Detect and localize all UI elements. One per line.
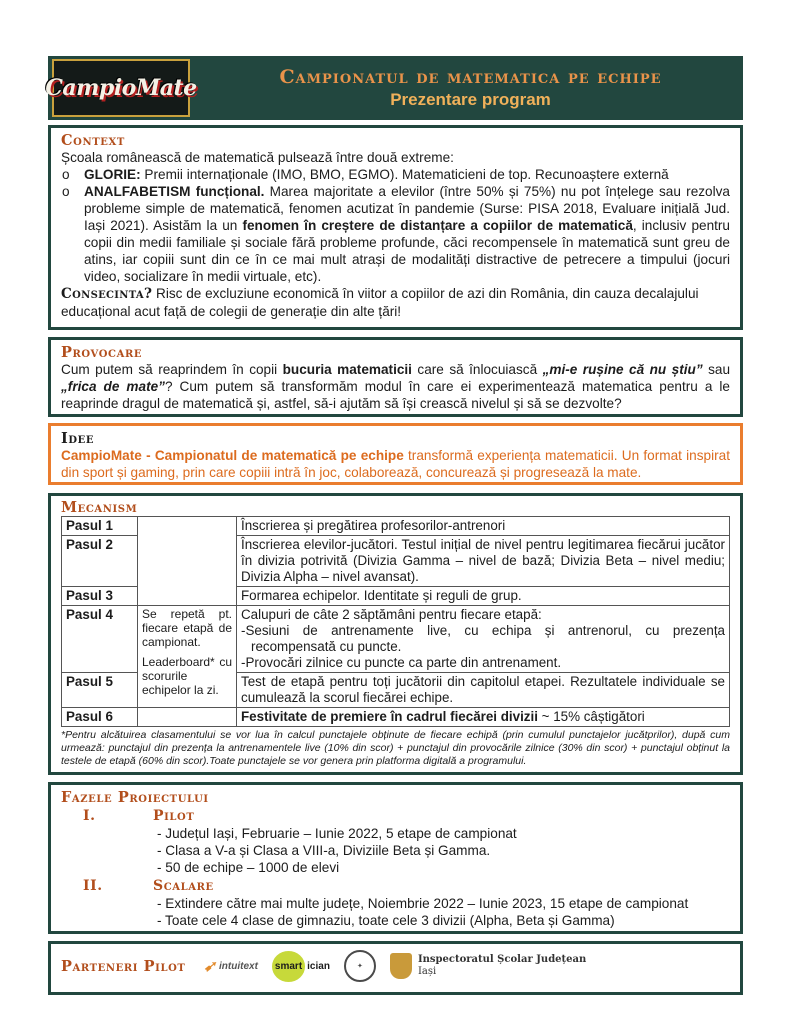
glorie-label: GLORIE: [84, 167, 141, 182]
list-item [61, 166, 730, 183]
mecanism-table [61, 516, 730, 727]
list-item: - 50 de echipe – 1000 de elevi [157, 860, 340, 875]
provocare-part: care să înlocuiască [411, 362, 543, 377]
step-desc-item: -Provocări zilnice cu puncte ca parte din antrenament. [241, 655, 562, 670]
idee-heading: Idee [61, 430, 95, 447]
phase-items [157, 825, 730, 876]
mecanism-heading: Mecanism [61, 499, 138, 516]
table-row [62, 606, 730, 673]
provocare-section [48, 337, 743, 417]
step-desc [237, 606, 730, 673]
phase-title [61, 878, 730, 895]
isj-line2: Iași [417, 966, 437, 977]
provocare-quote: „mi-e rușine că nu știu” [542, 362, 703, 377]
table-row [62, 536, 730, 587]
consecinta-label: Consecinta? [61, 286, 153, 302]
step-desc-item: -Sesiuni de antrenamente live, cu echipa și antrenorul, cu prezența recompensată cu puncte. [241, 623, 725, 654]
header-banner [45, 56, 743, 120]
leaderboard-note-text: Leaderboard* cu scorurile echipelor la zi. [142, 655, 232, 697]
isj-logo-text [418, 954, 586, 978]
bullet-marker: o [62, 167, 70, 182]
intuitext-logo [203, 958, 257, 975]
smartician-logo [272, 951, 330, 982]
provocare-emphasis: bucuria matematicii [282, 362, 412, 377]
consecinta-text: Risc de excluziune economică în viitor a copiilor de azi din România, din cauza decalajului educațional acut față de colegii de generație din alte țări! [61, 286, 699, 319]
list-item: - Extindere către mai multe județe, Noiembrie 2022 – Iunie 2023, 15 etape de campionat [157, 896, 689, 911]
step-desc: Test de etapă pentru toți jucătorii din capitolul etapei. Rezultatele individuale se cumulează la scorul fiecărei echipe. [237, 673, 730, 708]
glorie-text: Premii internaționale (IMO, BMO, EGMO). Matematicieni de top. Recunoaștere externă [140, 167, 669, 182]
provocare-quote: „frica de mate” [61, 379, 165, 394]
list-item: - Toate cele 4 clase de gimnaziu, toate cele 3 divizii (Alpha, Beta și Gamma) [157, 913, 615, 928]
provocare-part: ? Cum putem să transformăm modul în care ei experimentează matematica pentru a le reaprinde dragul de matematică și, astfel, să-i ajutăm să își crească nivelul și să se dezvolte? [61, 379, 730, 411]
bird-icon: ➹ [203, 957, 217, 975]
faze-heading: Fazele Proiectului [61, 789, 209, 806]
isj-logo [390, 953, 586, 979]
step-label: Pasul 5 [62, 673, 138, 708]
page-title: Campionatul de matematica pe echipe [279, 66, 662, 88]
isj-emblem-icon [390, 953, 412, 979]
parteneri-section [48, 941, 743, 995]
phase-number: II. [83, 878, 103, 894]
mecanism-footnote: *Pentru alcătuirea clasamentului se vor lua în calcul punctajele obținute de fiecare echipă (prin cumulul punctajelor jucătprilor), după cum urmează: punctajul din prezența la antrenamentele live (10% din scor) + punctajul din provocările zilnice (30% din scor) + punctajul obținut la testele de etapă (60% din scor).Toate punctajele se vor genera prin platforma digitală a programului. [61, 729, 730, 767]
step-label: Pasul 3 [62, 587, 138, 606]
bullet-marker: o [62, 184, 70, 199]
provocare-heading: Provocare [61, 344, 143, 361]
table-row [62, 708, 730, 727]
step-label: Pasul 1 [62, 517, 138, 536]
analfabetism-label: ANALFABETISM funcțional. [84, 184, 265, 199]
context-section [48, 125, 743, 330]
list-item [61, 183, 730, 285]
smartician-logo-text: smart [272, 951, 305, 982]
partner-logos [203, 950, 586, 982]
step-desc: Înscrierea și pregătirea profesorilor-antrenori [237, 517, 730, 536]
step-desc: Înscrierea elevilor-jucători. Testul inițial de nivel pentru legitimarea fiecărui jucător în divizia potrivită (Divizia Gamma – nivel de bază; Divizia Beta – nivel mediu; Divizia Alpha – nivel avansat). [237, 536, 730, 587]
step-desc-rest: ~ 15% câștigători [537, 709, 645, 724]
smartician-logo-text: ician [307, 960, 330, 972]
university-seal-icon: ✦ [344, 950, 376, 982]
parteneri-heading: Parteneri Pilot [61, 957, 186, 975]
idee-emphasis: CampioMate - Campionatul de matematică pe echipe [61, 448, 404, 463]
faze-section [48, 782, 743, 934]
phase-title [61, 808, 730, 825]
partners-row [61, 950, 730, 982]
provocare-part: Cum putem să reaprindem în copii [61, 362, 283, 377]
step-desc [237, 708, 730, 727]
analfabetism-emphasis: fenomen în creștere de distanțare a copiilor de matematică [242, 218, 633, 233]
list-item: - Județul Iași, Februarie – Iunie 2022, 5 etape de campionat [157, 826, 517, 841]
context-list [61, 166, 730, 285]
context-intro: Școala românească de matematică pulsează între două extreme: [61, 150, 454, 165]
step-label: Pasul 6 [62, 708, 138, 727]
page-subtitle: Prezentare program [390, 90, 551, 109]
mecanism-section [48, 493, 743, 775]
isj-line1: Inspectoratul Școlar Județean [417, 954, 587, 965]
step-desc: Formarea echipelor. Identitate și reguli de grup. [237, 587, 730, 606]
logo-text: CampioMate [45, 75, 197, 101]
idee-body: transformă experiența matematicii. Un format inspirat din sport și gaming, prin care copiii intră în joc, colaborează, concurează și progresează la mate. [61, 448, 730, 480]
phase-items [157, 895, 730, 929]
provocare-part: sau [702, 362, 731, 377]
phase-name: Scalare [153, 878, 214, 894]
step-desc-emphasis: Festivitate de premiere în cadrul fiecărei divizii [241, 709, 538, 724]
consecinta-paragraph [61, 285, 730, 320]
step-label: Pasul 2 [62, 536, 138, 587]
repeat-note-text: Se repetă pt. fiecare etapă de campionat. [142, 607, 232, 649]
header-titles [190, 66, 743, 110]
idee-section [48, 423, 743, 485]
step-label: Pasul 4 [62, 606, 138, 673]
step-desc-intro: Calupuri de câte 2 săptămâni pentru fiecare etapă: [241, 607, 542, 622]
list-item: - Clasa a V-a și Clasa a VIII-a, Diviziile Beta și Gamma. [157, 843, 491, 858]
table-row [62, 587, 730, 606]
analfabetism-text: Marea majoritate a elevilor (între 50% și 75%) nu pot înțelege sau rezolva probleme simple de matematică, fenomen acutizat în pandemie (Surse: PISA 2018, Evaluare inițială Jud. Iași 2021). Asistăm la un [84, 184, 730, 233]
table-row [62, 517, 730, 536]
phase-name: Pilot [153, 808, 195, 824]
phase-number: I. [83, 808, 96, 824]
intuitext-logo-text: intuitext [219, 960, 258, 972]
context-heading: Context [61, 132, 125, 149]
idee-text [61, 447, 730, 481]
provocare-text [61, 361, 730, 412]
analfabetism-text-cont: , inclusiv pentru copii din medii familiale și sociale fără probleme profunde, căci recompensele în matematică sunt greu de atins, iar copiii sunt din ce în ce mai mult atrași de modalități distractive de petrecere a timpului (jocuri video, socializare în medii virtuale, etc). [84, 218, 730, 284]
campiomate-logo [45, 59, 197, 117]
repeat-note [138, 606, 237, 708]
